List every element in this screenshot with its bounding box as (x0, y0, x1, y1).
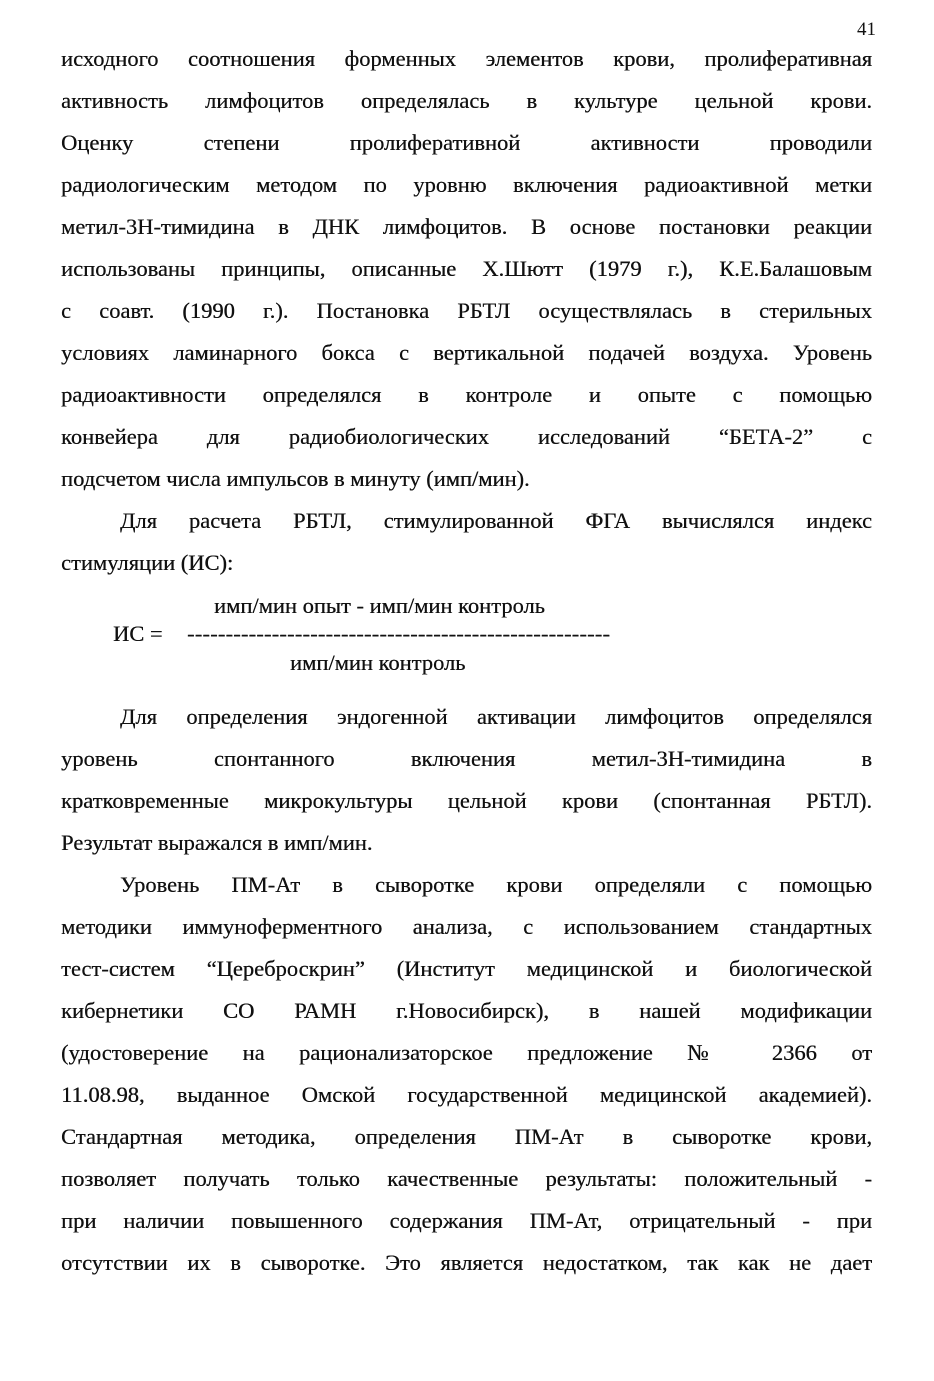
paragraph-1-line-8: условиях ламинарного бокса с вертикальной подачей воздуха. Уровень (61, 340, 872, 365)
paragraph-4-line-4: кибернетики СО РАМН г.Новосибирск), в нашей модификации (61, 998, 872, 1023)
paragraph-3-line-2: уровень спонтанного включения метил-3Н-тимидина в (61, 746, 872, 771)
paragraph-4-line-3: тест-систем “Цереброскрин” (Институт медицинской и биологической (61, 956, 872, 981)
paragraph-3-line-3: кратковременные микрокультуры цельной крови (спонтанная РБТЛ). (61, 788, 872, 813)
paragraph-3-line-4: Результат выражался в имп/мин. (61, 830, 373, 855)
paragraph-4-line-10: отсутствии их в сыворотке. Это является недостатком, так как не дает (61, 1250, 872, 1275)
formula-numerator: имп/мин опыт - имп/мин контроль (214, 593, 545, 618)
paragraph-2-line-2: стимуляции (ИС): (61, 550, 234, 575)
paragraph-3-line-1: Для определения эндогенной активации лимфоцитов определялся (120, 704, 872, 729)
paragraph-4-line-1: Уровень ПМ-Ат в сыворотке крови определяли с помощью (120, 872, 872, 897)
formula-fraction-bar: ------------------------------------------------------- (187, 621, 611, 646)
paragraph-1-line-4: радиологическим методом по уровню включения радиоактивной метки (61, 172, 872, 197)
page-number: 41 (857, 19, 876, 40)
paragraph-4-line-6: 11.08.98, выданное Омской государственной медицинской академией). (61, 1082, 872, 1107)
paragraph-1-line-9: радиоактивности определялся в контроле и опыте с помощью (61, 382, 872, 407)
paragraph-1-line-6: использованы принципы, описанные Х.Шютт (1979 г.), К.Е.Балашовым (61, 256, 872, 281)
paragraph-2-line-1: Для расчета РБТЛ, стимулированной ФГА вычислялся индекс (120, 508, 872, 533)
paragraph-1-line-5: метил-3Н-тимидина в ДНК лимфоцитов. В основе постановки реакции (61, 214, 872, 239)
paragraph-1-line-11: подсчетом числа импульсов в минуту (имп/мин). (61, 466, 530, 491)
paragraph-1-line-2: активность лимфоцитов определялась в культуре цельной крови. (61, 88, 872, 113)
paragraph-4-line-8: позволяет получать только качественные результаты: положительный - (61, 1166, 872, 1191)
paragraph-1-line-10: конвейера для радиобиологических исследований “БЕТА-2” с (61, 424, 872, 449)
paragraph-1-line-7: с соавт. (1990 г.). Постановка РБТЛ осуществлялась в стерильных (61, 298, 872, 323)
formula-label: ИС = (113, 621, 163, 646)
paragraph-1-line-3: Оценку степени пролиферативной активности проводили (61, 130, 872, 155)
paragraph-4-line-2: методики иммуноферментного анализа, с использованием стандартных (61, 914, 872, 939)
paragraph-1-line-1: исходного соотношения форменных элементов крови, пролиферативная (61, 46, 872, 71)
formula-denominator: имп/мин контроль (290, 650, 466, 675)
paragraph-4-line-7: Стандартная методика, определения ПМ-Ат в сыворотке крови, (61, 1124, 872, 1149)
paragraph-4-line-9: при наличии повышенного содержания ПМ-Ат, отрицательный - при (61, 1208, 872, 1233)
paragraph-4-line-5: (удостоверение на рационализаторское предложение № 2366 от (61, 1040, 872, 1065)
